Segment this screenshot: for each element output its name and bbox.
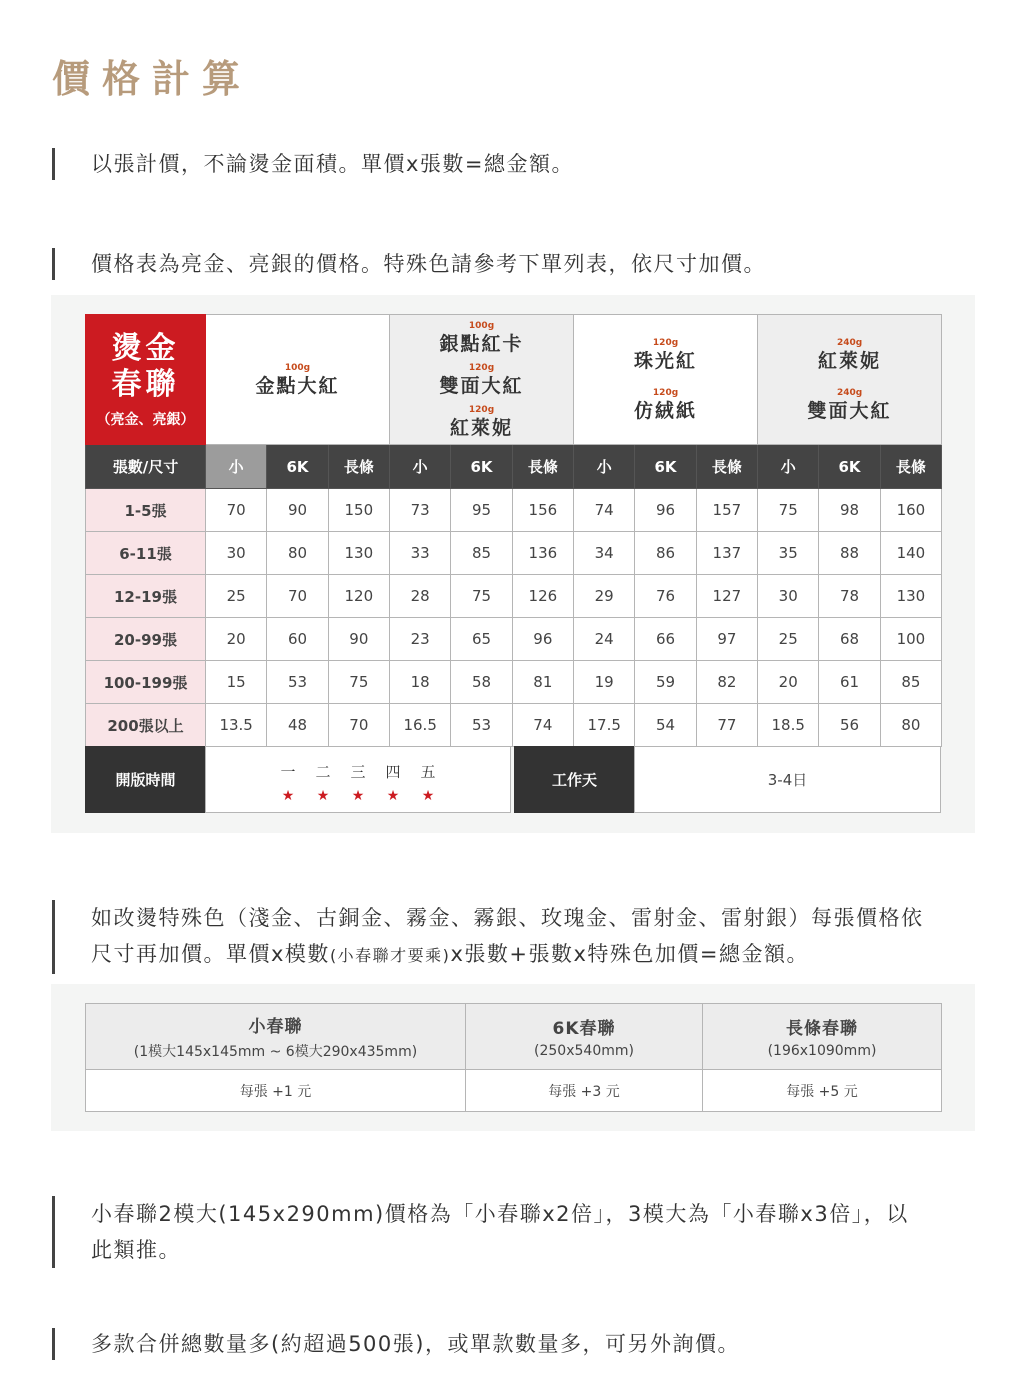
paper-name: 紅萊妮 <box>818 349 882 372</box>
extra-size-spec: (196x1090mm) <box>767 1043 877 1059</box>
price-cell: 56 <box>819 704 880 747</box>
price-cell: 140 <box>880 532 941 575</box>
price-table <box>85 314 942 747</box>
size-header: 6K <box>635 445 696 489</box>
work-days-label: 工作天 <box>514 746 635 813</box>
price-cell: 23 <box>390 618 451 661</box>
schedule-bar <box>85 746 941 813</box>
size-header: 小 <box>390 445 451 489</box>
table-row <box>86 661 942 704</box>
note-text: 尺寸再加價。單價x模數 <box>91 942 330 966</box>
paper-weight: 100g <box>468 320 495 331</box>
weekday-label: 一 <box>280 763 296 781</box>
price-cell: 78 <box>819 575 880 618</box>
price-cell: 75 <box>328 661 389 704</box>
row-label: 20-99張 <box>86 618 206 661</box>
note-multi-mold <box>52 1196 909 1268</box>
price-cell: 90 <box>328 618 389 661</box>
size-header: 6K <box>267 445 328 489</box>
paper-name: 雙面大紅 <box>439 374 524 397</box>
price-cell: 19 <box>574 661 635 704</box>
price-cell: 15 <box>206 661 267 704</box>
extra-price-cell: 每張 +1 元 <box>86 1070 466 1112</box>
price-cell: 70 <box>267 575 328 618</box>
table-row <box>86 489 942 532</box>
price-cell: 86 <box>635 532 696 575</box>
price-cell: 96 <box>512 618 573 661</box>
size-header: 6K <box>819 445 880 489</box>
table-row <box>86 704 942 747</box>
price-cell: 127 <box>696 575 757 618</box>
size-header: 長條 <box>880 445 941 489</box>
star-icon: ★ <box>316 788 330 804</box>
weekday-label: 五 <box>420 763 436 781</box>
price-cell: 81 <box>512 661 573 704</box>
price-cell: 61 <box>819 661 880 704</box>
extra-size-name: 小春聯 <box>248 1017 303 1037</box>
note-special-color-line-1: 如改燙特殊色（淺金、古銅金、霧金、霧銀、玫瑰金、雷射金、雷射銀）每張價格依 <box>91 906 924 930</box>
work-days-value: 3-4日 <box>634 746 941 813</box>
star-icon: ★ <box>386 788 400 804</box>
paper-weight: 120g <box>468 404 495 415</box>
paper-name: 銀點紅卡 <box>439 332 524 355</box>
price-cell: 20 <box>758 661 819 704</box>
price-cell: 96 <box>635 489 696 532</box>
paper-name: 珠光紅 <box>634 349 698 372</box>
price-cell: 13.5 <box>206 704 267 747</box>
price-cell: 68 <box>819 618 880 661</box>
price-cell: 75 <box>451 575 512 618</box>
price-cell: 48 <box>267 704 328 747</box>
size-header-row <box>86 445 942 489</box>
star-icon: ★ <box>281 788 295 804</box>
paper-group-1 <box>206 315 390 445</box>
price-cell: 85 <box>880 661 941 704</box>
size-header: 6K <box>451 445 512 489</box>
price-cell: 17.5 <box>574 704 635 747</box>
price-cell: 54 <box>635 704 696 747</box>
schedule-label: 開版時間 <box>85 746 206 813</box>
price-cell: 30 <box>206 532 267 575</box>
weekday-label: 四 <box>385 763 401 781</box>
row-label: 100-199張 <box>86 661 206 704</box>
paper-name: 仿絨紙 <box>634 399 698 422</box>
extra-size-name: 長條春聯 <box>786 1019 858 1039</box>
price-cell: 18 <box>390 661 451 704</box>
price-cell: 150 <box>328 489 389 532</box>
paper-name: 雙面大紅 <box>807 399 892 422</box>
size-header: 長條 <box>696 445 757 489</box>
price-cell: 28 <box>390 575 451 618</box>
paper-weight: 120g <box>652 337 679 348</box>
note-pricing-rule: 以張計價，不論燙金面積。單價x張數=總金額。 <box>52 148 574 180</box>
extra-price-table <box>85 1003 942 1112</box>
table-row <box>86 575 942 618</box>
price-cell: 90 <box>267 489 328 532</box>
size-header: 長條 <box>328 445 389 489</box>
row-label: 6-11張 <box>86 532 206 575</box>
price-cell: 59 <box>635 661 696 704</box>
price-cell: 130 <box>328 532 389 575</box>
price-cell: 25 <box>758 618 819 661</box>
size-header: 小 <box>574 445 635 489</box>
paper-group-3 <box>574 315 758 445</box>
price-table-panel <box>51 295 975 833</box>
price-cell: 73 <box>390 489 451 532</box>
size-header: 長條 <box>512 445 573 489</box>
brand-line-3: （亮金、亮銀） <box>96 411 195 428</box>
paper-name: 金點大紅 <box>255 374 340 397</box>
paper-weight: 120g <box>652 387 679 398</box>
price-cell: 29 <box>574 575 635 618</box>
paper-weight: 120g <box>468 362 495 373</box>
price-cell: 97 <box>696 618 757 661</box>
note-text: x張數+張數x特殊色加價=總金額。 <box>450 942 809 966</box>
brand-line-2: 春聯 <box>111 366 180 402</box>
price-cell: 75 <box>758 489 819 532</box>
price-cell: 60 <box>267 618 328 661</box>
paper-weight: 240g <box>836 337 863 348</box>
price-cell: 160 <box>880 489 941 532</box>
price-cell: 130 <box>880 575 941 618</box>
star-icon: ★ <box>351 788 365 804</box>
note-bulk-inquiry: 多款合併總數量多(約超過500張)，或單款數量多，可另外詢價。 <box>52 1328 740 1360</box>
price-cell: 65 <box>451 618 512 661</box>
price-cell: 136 <box>512 532 573 575</box>
price-cell: 53 <box>451 704 512 747</box>
page-title: 價格計算 <box>52 57 253 101</box>
price-cell: 77 <box>696 704 757 747</box>
note-special-color-line-2 <box>91 936 924 974</box>
price-cell: 85 <box>451 532 512 575</box>
schedule-days <box>205 746 511 813</box>
paper-group-4 <box>758 315 942 445</box>
price-cell: 30 <box>758 575 819 618</box>
price-cell: 157 <box>696 489 757 532</box>
note-small: (小春聯才要乘) <box>329 946 451 965</box>
size-header: 小 <box>758 445 819 489</box>
brand-line-1: 燙金 <box>111 330 180 366</box>
price-cell: 120 <box>328 575 389 618</box>
paper-weight: 240g <box>836 387 863 398</box>
extra-size-name: 6K春聯 <box>552 1019 616 1039</box>
price-cell: 98 <box>819 489 880 532</box>
weekday-label: 二 <box>315 763 331 781</box>
price-cell: 82 <box>696 661 757 704</box>
extra-size-header <box>86 1004 466 1070</box>
row-label: 200張以上 <box>86 704 206 747</box>
extra-size-spec: (250x540mm) <box>534 1043 634 1059</box>
price-cell: 33 <box>390 532 451 575</box>
table-row <box>86 618 942 661</box>
extra-price-cell: 每張 +3 元 <box>466 1070 703 1112</box>
note-multi-mold-line-1: 小春聯2模大(145x290mm)價格為「小春聯x2倍」，3模大為「小春聯x3倍」，以 <box>91 1202 909 1226</box>
price-cell: 58 <box>451 661 512 704</box>
price-cell: 70 <box>328 704 389 747</box>
paper-weight: 100g <box>284 362 311 373</box>
price-cell: 35 <box>758 532 819 575</box>
price-cell: 53 <box>267 661 328 704</box>
price-cell: 95 <box>451 489 512 532</box>
star-icon: ★ <box>421 788 435 804</box>
price-cell: 88 <box>819 532 880 575</box>
table-row <box>86 532 942 575</box>
note-price-basis: 價格表為亮金、亮銀的價格。特殊色請參考下單列表，依尺寸加價。 <box>52 248 766 280</box>
price-cell: 25 <box>206 575 267 618</box>
row-label: 1-5張 <box>86 489 206 532</box>
extra-price-cell: 每張 +5 元 <box>703 1070 942 1112</box>
price-cell: 20 <box>206 618 267 661</box>
extra-size-spec: (1模大145x145mm ~ 6模大290x435mm) <box>133 1044 418 1060</box>
note-special-color <box>52 900 924 974</box>
price-cell: 137 <box>696 532 757 575</box>
extra-size-header <box>466 1004 703 1070</box>
price-cell: 24 <box>574 618 635 661</box>
price-cell: 18.5 <box>758 704 819 747</box>
paper-group-2 <box>390 315 574 445</box>
brand-cell <box>86 315 206 445</box>
price-cell: 66 <box>635 618 696 661</box>
price-cell: 156 <box>512 489 573 532</box>
price-cell: 80 <box>880 704 941 747</box>
size-header: 小 <box>206 445 267 489</box>
price-cell: 76 <box>635 575 696 618</box>
extra-size-header <box>703 1004 942 1070</box>
price-cell: 74 <box>512 704 573 747</box>
weekday-label: 三 <box>350 763 366 781</box>
note-multi-mold-line-2: 此類推。 <box>91 1238 181 1262</box>
price-cell: 126 <box>512 575 573 618</box>
price-cell: 34 <box>574 532 635 575</box>
price-cell: 70 <box>206 489 267 532</box>
price-cell: 100 <box>880 618 941 661</box>
row-label: 12-19張 <box>86 575 206 618</box>
price-cell: 80 <box>267 532 328 575</box>
extra-price-panel <box>51 984 975 1131</box>
price-cell: 16.5 <box>390 704 451 747</box>
price-cell: 74 <box>574 489 635 532</box>
size-header-label: 張數/尺寸 <box>86 445 206 489</box>
paper-name: 紅萊妮 <box>450 416 514 439</box>
